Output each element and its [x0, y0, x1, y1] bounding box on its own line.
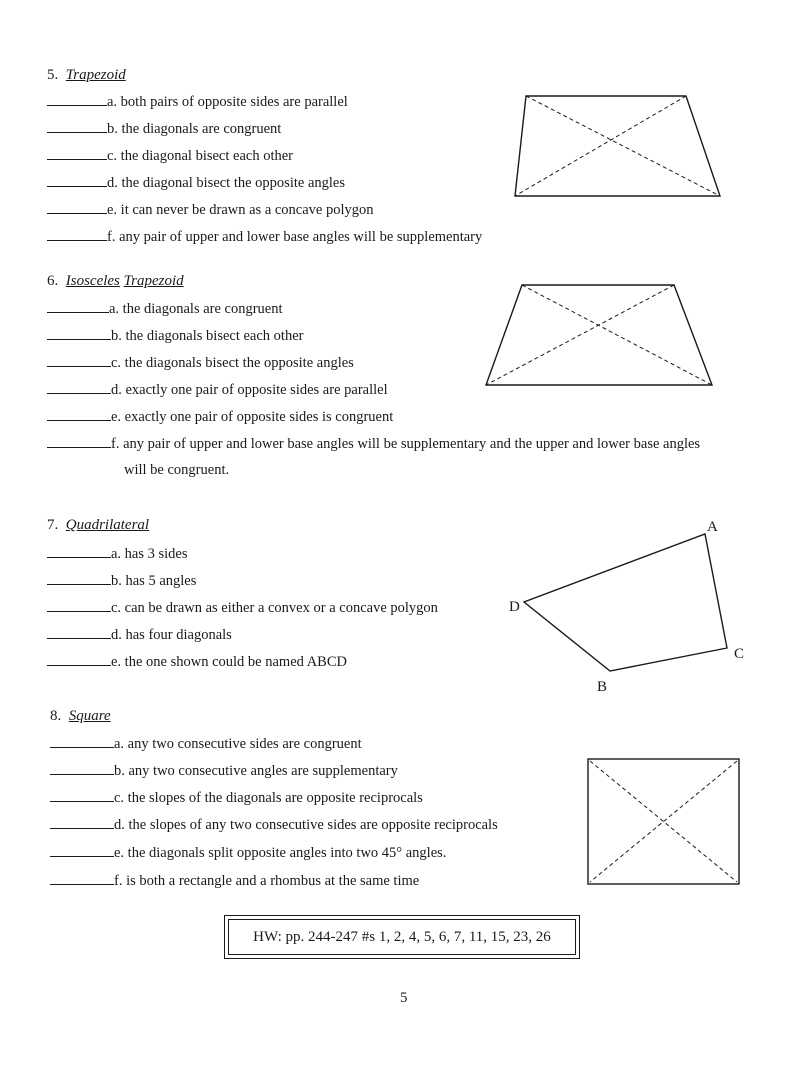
list-item: e. exactly one pair of opposite sides is congruent: [47, 408, 393, 426]
quadrilateral-figure: [500, 515, 760, 700]
answer-blank[interactable]: [47, 545, 111, 558]
answer-blank[interactable]: [50, 816, 114, 829]
isosceles-trapezoid-diagonal: [486, 285, 674, 385]
trapezoid-figure: [510, 92, 725, 202]
answer-blank[interactable]: [50, 872, 114, 885]
list-item-continuation: will be congruent.: [124, 462, 230, 478]
answer-blank[interactable]: [47, 408, 111, 421]
list-item: f. any pair of upper and lower base angles will be supplementary: [47, 228, 482, 246]
list-item: b. the diagonals are congruent: [47, 120, 281, 138]
answer-blank[interactable]: [47, 228, 107, 241]
section-6-number: 6.: [47, 273, 59, 289]
answer-blank[interactable]: [47, 147, 107, 160]
list-item: d. the diagonal bisect the opposite angles: [47, 174, 345, 192]
answer-blank[interactable]: [47, 572, 111, 585]
section-8-heading: Square: [68, 708, 111, 724]
section-6-heading-part1: Isosceles: [65, 273, 120, 289]
vertex-label-d: D: [509, 599, 520, 615]
answer-blank[interactable]: [47, 201, 107, 214]
answer-blank[interactable]: [50, 762, 114, 775]
answer-blank[interactable]: [50, 789, 114, 802]
section-8-title: [50, 708, 111, 725]
answer-blank[interactable]: [50, 735, 114, 748]
answer-blank[interactable]: [47, 381, 111, 394]
section-6-heading-part2: Trapezoid: [123, 273, 184, 289]
section-5-title: [47, 67, 126, 84]
isosceles-trapezoid-outline: [486, 285, 712, 385]
list-item: b. has 5 angles: [47, 572, 196, 590]
list-item: b. any two consecutive angles are supplementary: [50, 762, 398, 780]
list-item: e. the one shown could be named ABCD: [47, 653, 347, 671]
trapezoid-outline: [515, 96, 720, 196]
list-item: c. the slopes of the diagonals are opposite reciprocals: [50, 789, 423, 807]
list-item: a. the diagonals are congruent: [47, 300, 283, 318]
section-7-heading: Quadrilateral: [65, 517, 150, 533]
answer-blank[interactable]: [47, 599, 111, 612]
page-number: 5: [400, 990, 408, 1006]
list-item: c. can be drawn as either a convex or a concave polygon: [47, 599, 438, 617]
answer-blank[interactable]: [47, 93, 107, 106]
answer-blank[interactable]: [50, 844, 114, 857]
quadrilateral-outline: [524, 534, 727, 671]
list-item: e. the diagonals split opposite angles into two 45° angles.: [50, 844, 446, 862]
vertex-label-b: B: [597, 679, 608, 695]
section-5-number: 5.: [47, 67, 59, 83]
answer-blank[interactable]: [47, 327, 111, 340]
square-figure: [586, 757, 742, 887]
list-item: b. the diagonals bisect each other: [47, 327, 303, 345]
trapezoid-diagonal: [515, 96, 686, 196]
vertex-label-c: C: [734, 646, 745, 662]
section-6-title: [47, 273, 184, 290]
list-item: c. the diagonals bisect the opposite angles: [47, 354, 354, 372]
section-8-number: 8.: [50, 708, 62, 724]
section-5-heading: Trapezoid: [65, 67, 126, 83]
isosceles-trapezoid-diagonal: [522, 285, 712, 385]
list-item: a. any two consecutive sides are congruent: [50, 735, 362, 753]
answer-blank[interactable]: [47, 653, 111, 666]
section-7-number: 7.: [47, 517, 59, 533]
homework-box: [224, 915, 580, 959]
answer-blank[interactable]: [47, 174, 107, 187]
list-item: f. any pair of upper and lower base angles will be supplementary and the upper and lower base angles: [47, 435, 700, 453]
list-item: a. both pairs of opposite sides are parallel: [47, 93, 348, 111]
list-item: c. the diagonal bisect each other: [47, 147, 293, 165]
answer-blank[interactable]: [47, 435, 111, 448]
answer-blank[interactable]: [47, 354, 111, 367]
answer-blank[interactable]: [47, 120, 107, 133]
list-item: d. exactly one pair of opposite sides are parallel: [47, 381, 388, 399]
list-item: e. it can never be drawn as a concave polygon: [47, 201, 374, 219]
vertex-label-a: A: [707, 519, 718, 535]
homework-text: HW: pp. 244-247 #s 1, 2, 4, 5, 6, 7, 11, 15, 23, 26: [228, 919, 576, 955]
list-item: d. has four diagonals: [47, 626, 232, 644]
list-item: f. is both a rectangle and a rhombus at the same time: [50, 872, 419, 890]
answer-blank[interactable]: [47, 626, 111, 639]
list-item: d. the slopes of any two consecutive sides are opposite reciprocals: [50, 816, 498, 834]
list-item: a. has 3 sides: [47, 545, 188, 563]
isosceles-trapezoid-figure: [482, 282, 717, 390]
section-7-title: [47, 517, 149, 534]
answer-blank[interactable]: [47, 300, 109, 313]
